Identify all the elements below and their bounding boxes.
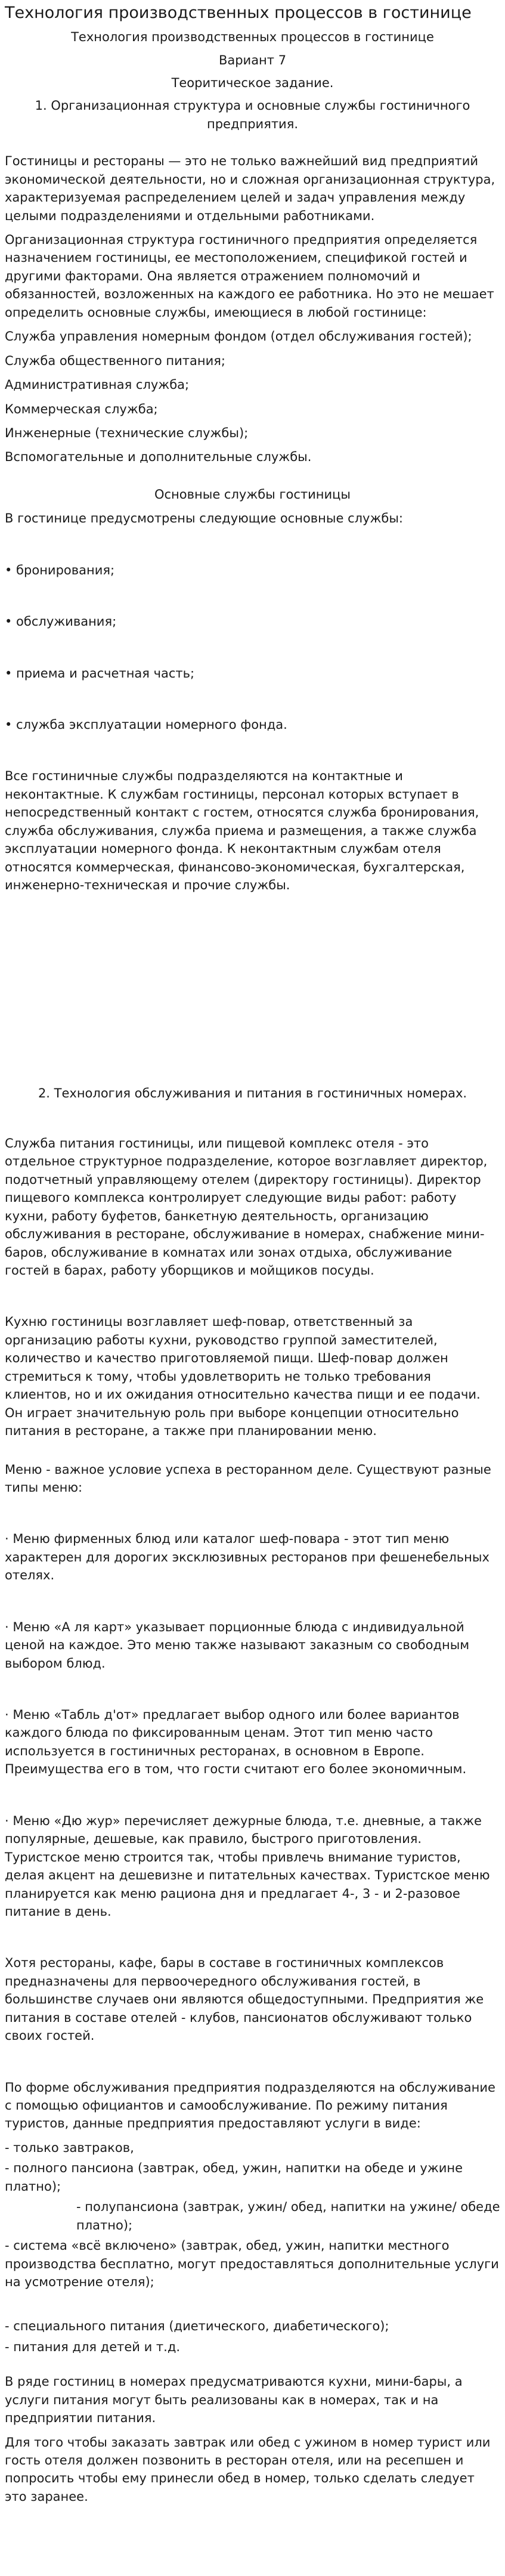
- meal-plan-item: - питания для детей и т.д.: [5, 2339, 181, 2354]
- paragraph-service-form: По форме обслуживания предприятия подразделяются на обслуживание с помощью официантов и самообслуживание. По режиму питания туристов, данные предприятия предоставляют услуги в виде:: [5, 2080, 495, 2131]
- main-services-item: • служба эксплуатации номерного фонда.: [5, 718, 287, 732]
- services-list-item: Служба управления номерным фондом (отдел обслуживания гостей);: [5, 329, 472, 344]
- services-list-item: Служба общественного питания;: [5, 353, 225, 368]
- main-services-item: • обслуживания;: [5, 614, 117, 629]
- section2-heading: 2. Технология обслуживания и питания в гостиничных номерах.: [38, 1086, 467, 1100]
- section1-heading: 1. Организационная структура и основные службы гостиничного предприятия.: [35, 98, 470, 131]
- meal-plan-item: - полупансиона (завтрак, ужин/ обед, напитки на ужине/ обеде платно);: [76, 2200, 500, 2232]
- paragraph-contact-services: Все гостиничные службы подразделяются на контактные и неконтактные. К службам гостиницы, персонал которых вступает в непосредственный контакт с гостем, относятся служба бронирования, служба обслуживания, служба приема и размещения, а также служба эксплуатации номерного фонда. К неконтактным службам отеля относятся коммерческая, финансово-экономическая, бухгалтерская, инженерно-техническая и прочие службы.: [5, 769, 479, 893]
- services-list-item: Инженерные (технические службы);: [5, 425, 249, 440]
- main-services-item: • приема и расчетная часть;: [5, 666, 195, 681]
- paragraph-room-order: Для того чтобы заказать завтрак или обед с ужином в номер турист или гость отеля должен позвонить в ресторан отеля, или на ресепшен и попросить чтобы ему принесли обед в номер, только сделать следует это заранее.: [5, 2435, 491, 2504]
- services-list-item: Вспомогательные и дополнительные службы.: [5, 450, 312, 465]
- document-subtitle: Технология производственных процессов в гостинице: [71, 30, 434, 45]
- meal-plan-item: - система «всё включено» (завтрак, обед, ужин, напитки местного производства бесплатно, могут предоставляться дополнительные услуги на усмотрение отеля);: [5, 2238, 499, 2289]
- paragraph-intro: Гостиницы и рестораны — это не только важнейший вид предприятий экономической деятельности, но и сложная организационная структура, характеризуемая распределением целей и задач управления между целыми подразделениями и отдельными работниками.: [5, 154, 495, 223]
- main-services-item: • бронирования;: [5, 562, 115, 577]
- paragraph-restaurants: Хотя рестораны, кафе, бары в составе в гостиничных комплексов предназначены для первоочередного обслуживания гостей, в большинстве случаев они являются общедоступными. Предприятия же питания в составе отелей - клубов, пансионатов обслуживают только своих гостей.: [5, 1956, 484, 2043]
- menu-type-item: · Меню «Табль д'от» предлагает выбор одного или более вариантов каждого блюда по фиксированным ценам. Этот тип меню часто используется в гостиничных ресторанах, в основном в Европе. Преимущества его в том, что гости считают его более экономичным.: [5, 1708, 467, 1777]
- menu-type-item: · Меню «А ля карт» указывает порционные блюда с индивидуальной ценой на каждое. Это меню также называют заказным со свободным выбором блюд.: [5, 1619, 470, 1671]
- paragraph-room-kitchens: В ряде гостиниц в номерах предусматриваются кухни, мини-бары, а услуги питания могут быть реализованы как в номерах, так и на предприятии питания.: [5, 2374, 463, 2426]
- paragraph-food-service: Служба питания гостиницы, или пищевой комплекс отеля - это отдельное структурное подразделение, которое возглавляет директор, подотчетный управляющему отелем (директору гостиницы). Директор пищевого комплекса контролирует следующие виды работ: работу кухни, работу буфетов, банкетную деятельность, организацию обслуживания в ресторане, обслуживание в номерах, снабжение мини-баров, обслуживание в комнатах или зонах отдыха, обслуживание гостей в барах, работу уборщиков и мойщиков посуды.: [5, 1136, 488, 1278]
- meal-plan-item: - полного пансиона (завтрак, обед, ужин, напитки на обеде и ужине платно);: [5, 2161, 463, 2194]
- services-list-item: Административная служба;: [5, 378, 190, 392]
- menu-type-item: · Меню «Дю жур» перечисляет дежурные блюда, т.е. дневные, а также популярные, дешевые, как правило, быстрого приготовления. Туристское меню строится так, чтобы привлечь внимание туристов, делая акцент на дешевизне и питательных качествах. Туристское меню планируется как меню рациона дня и предлагает 4-, 3 - и 2-разовое питание в день.: [5, 1813, 490, 1919]
- meal-plan-item: - специального питания (диетического, диабетического);: [5, 2319, 389, 2334]
- menu-type-item: · Меню фирменных блюд или каталог шеф-повара - этот тип меню характерен для дорогих эксклюзивных ресторанов при фешенебельных отелях.: [5, 1532, 489, 1583]
- paragraph-structure: Организационная структура гостиничного предприятия определяется назначением гостиницы, ее местоположением, спецификой гостей и другими факторами. Она является отражением полномочий и обязанностей, возложенных на каждого ее работника. Но это не мешает определить основные службы, имеющиеся в любой гостинице:: [5, 233, 494, 320]
- main-services-heading: Основные службы гостиницы: [154, 487, 351, 502]
- meal-plan-item: - только завтраков,: [5, 2140, 134, 2155]
- paragraph-menu: Меню - важное условие успеха в ресторанном деле. Существуют разные типы меню:: [5, 1462, 491, 1495]
- paragraph-kitchen: Кухню гостиницы возглавляет шеф-повар, ответственный за организацию работы кухни, руководство группой заместителей, количество и качество приготовляемой пищи. Шеф-повар должен стремиться к тому, чтобы удовлетворить не только требования клиентов, но и их ожидания относительно качества пищи и ее подачи. Он играет значительную роль при выборе концепции относительно питания в ресторане, а также при планировании меню.: [5, 1315, 481, 1439]
- document-title: Технология производственных процессов в гостинице: [5, 4, 472, 22]
- main-services-intro: В гостинице предусмотрены следующие основные службы:: [5, 511, 404, 526]
- variant-label: Вариант 7: [218, 52, 287, 67]
- task-heading: Теоритическое задание.: [171, 75, 334, 90]
- services-list-item: Коммерческая служба;: [5, 401, 158, 416]
